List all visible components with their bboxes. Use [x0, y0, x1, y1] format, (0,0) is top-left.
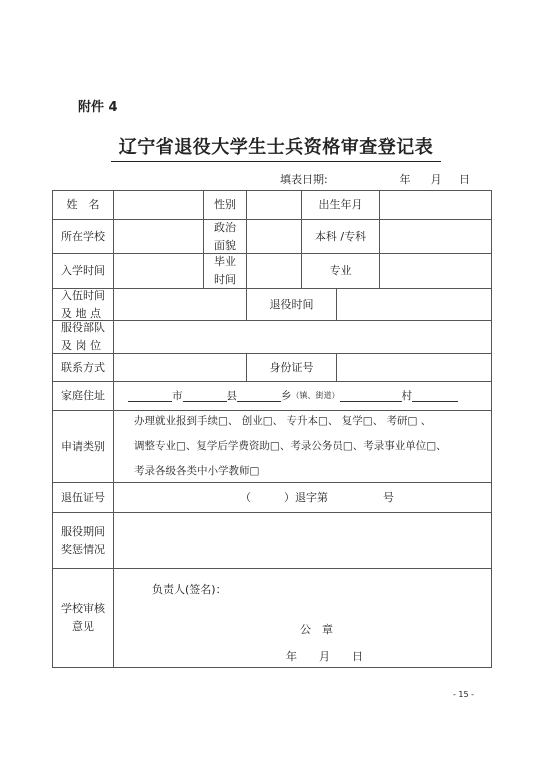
row-unit [53, 321, 491, 354]
cert-label: 退伍证号 [53, 483, 114, 512]
enlist-label [53, 289, 114, 320]
major-label: 专业 [302, 254, 380, 288]
reward-label-line2: 奖惩情况 [61, 542, 105, 556]
row-cert [53, 483, 491, 513]
unit-label-line2: 及 岗 位 [61, 339, 101, 352]
cert-field[interactable]: （ ）退字第 号 [240, 490, 394, 504]
address-town-note: （镇、街道） [291, 391, 340, 400]
reward-label-line1: 服役期间 [61, 524, 105, 538]
address-city: 市 [172, 390, 183, 402]
review-date-label: 年 月 日 [286, 650, 363, 663]
degree-field[interactable] [380, 220, 493, 253]
graduate-label [204, 254, 247, 288]
address-field[interactable] [114, 382, 493, 410]
political-label [204, 220, 247, 253]
address-city-blank [128, 391, 172, 402]
major-field[interactable] [380, 254, 493, 288]
graduate-field[interactable] [247, 254, 302, 288]
fill-date-month: 月 [430, 173, 442, 186]
apply-type-label: 申请类别 [53, 411, 114, 482]
gender-field[interactable] [247, 191, 302, 219]
apply-option-line-3: 考录各级各类中小学教师□ [134, 465, 260, 477]
row-review [53, 569, 491, 667]
page-title: 辽宁省退役大学生士兵资格审查登记表 [111, 133, 441, 162]
row-enroll [53, 254, 491, 289]
enroll-field[interactable] [114, 254, 204, 288]
graduate-label-line2: 时间 [214, 273, 236, 286]
graduate-label-line1: 毕业 [214, 255, 236, 268]
address-village: 村 [401, 390, 412, 402]
registration-form-table [52, 190, 492, 668]
page-number: - 15 - [453, 690, 475, 699]
row-contact [53, 354, 491, 382]
enlist-label-line1: 入伍时间 [61, 288, 105, 302]
contact-field[interactable] [114, 354, 247, 381]
enroll-label: 入学时间 [53, 254, 114, 288]
retire-time-field[interactable] [337, 289, 493, 320]
address-town: 乡 [281, 390, 292, 402]
review-label-line2: 意见 [72, 620, 94, 633]
enlist-field[interactable] [114, 289, 247, 320]
enlist-label-line2: 及 地 点 [61, 306, 101, 320]
fill-date-day: 日 [459, 173, 470, 186]
gender-label: 性别 [204, 191, 247, 219]
review-label [53, 569, 114, 667]
fill-date-year: 年 [399, 173, 411, 186]
address-label: 家庭住址 [53, 382, 114, 410]
attachment-label: 附件 4 [78, 100, 118, 115]
seal-label: 公 章 [300, 623, 333, 636]
row-reward [53, 513, 491, 569]
row-enlist [53, 289, 491, 321]
row-address [53, 382, 491, 411]
reward-field[interactable] [114, 513, 493, 568]
unit-label-line1: 服役部队 [61, 321, 105, 334]
address-village-blank [340, 391, 402, 402]
birth-field[interactable] [380, 191, 493, 219]
row-school [53, 220, 491, 254]
apply-option-line-2: 调整专业□、复学后学费资助□、考录公务员□、考录事业单位□、 [134, 440, 447, 452]
name-field[interactable] [114, 191, 204, 219]
apply-option-line-1: 办理就业报到手续□、 创业□、 专升本□、 复学□、 考研□ 、 [134, 415, 432, 427]
school-field[interactable] [114, 220, 204, 253]
address-town-blank [237, 391, 281, 402]
responsible-signature-label: 负责人(签名)： [152, 583, 227, 596]
birth-label: 出生年月 [302, 191, 380, 219]
political-label-line1: 政治 [214, 220, 236, 234]
id-number-label: 身份证号 [247, 354, 337, 381]
apply-options[interactable] [114, 411, 493, 482]
contact-label: 联系方式 [53, 354, 114, 381]
political-label-line2: 面貌 [214, 238, 236, 252]
fill-date-label: 填表日期: [280, 173, 328, 186]
row-name [53, 191, 491, 220]
row-apply [53, 411, 491, 483]
degree-label: 本科 /专科 [302, 220, 380, 253]
political-field[interactable] [247, 220, 302, 253]
review-label-line1: 学校审核 [61, 602, 105, 615]
unit-field[interactable] [114, 321, 493, 353]
address-county: 县 [226, 390, 237, 402]
name-label: 姓 名 [53, 191, 114, 219]
id-number-field[interactable] [337, 354, 493, 381]
fill-date [280, 171, 470, 187]
reward-label [53, 513, 114, 568]
address-county-blank [183, 391, 227, 402]
retire-time-label: 退役时间 [247, 289, 337, 320]
school-label: 所在学校 [53, 220, 114, 253]
unit-label [53, 321, 114, 353]
address-tail-blank [412, 391, 458, 402]
